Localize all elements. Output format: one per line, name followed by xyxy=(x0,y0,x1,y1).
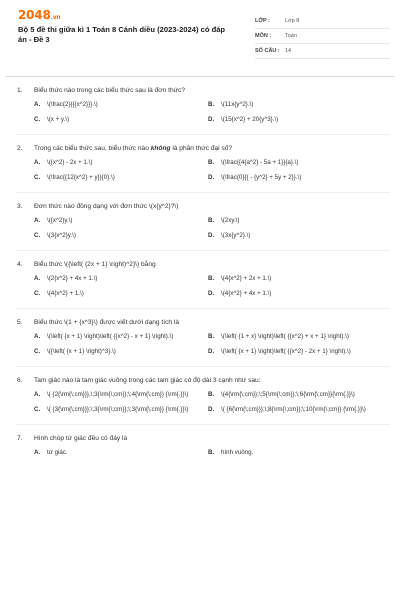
option-b[interactable] xyxy=(208,98,382,113)
option-c[interactable] xyxy=(34,113,208,128)
option-a[interactable] xyxy=(34,330,208,345)
option-letter: C. xyxy=(34,232,41,240)
option-text: \(3{x^2}y.\) xyxy=(47,232,76,240)
option-c[interactable] xyxy=(34,403,208,418)
question-divider xyxy=(17,250,390,251)
option-a[interactable] xyxy=(34,156,208,171)
question-1 xyxy=(17,86,390,135)
question-2 xyxy=(17,144,390,193)
option-d[interactable] xyxy=(208,345,382,360)
option-letter: A. xyxy=(34,449,41,457)
question-6 xyxy=(17,376,390,425)
question-divider xyxy=(17,134,390,135)
option-c[interactable] xyxy=(34,287,208,302)
option-text: \( {6{\rm{\;cm}}};\;8{\rm{\;cm}};\;10{\rm{\;cm}} {\rm{.}}\) xyxy=(221,406,366,414)
option-d[interactable] xyxy=(208,171,382,186)
option-text: \(4{x^2} + 2x + 1.\) xyxy=(221,275,272,283)
option-letter: C. xyxy=(34,116,41,124)
question-number: 6. xyxy=(17,377,23,384)
option-text: \({x^2} - 2x + 1.\) xyxy=(47,159,93,167)
option-d[interactable] xyxy=(208,403,382,418)
option-a[interactable] xyxy=(34,214,208,229)
page-title: Bộ 5 đề thi giữa kì 1 Toán 8 Cánh diều (2023-2024) có đáp án - Đề 3 xyxy=(18,25,226,44)
question-number: 5. xyxy=(17,319,23,326)
option-letter: B. xyxy=(208,333,215,341)
question-list xyxy=(0,86,400,461)
option-text: \(\frac{2}{{{x^2}}}.\) xyxy=(47,101,98,109)
option-text: \(2xy.\) xyxy=(221,217,240,225)
question-divider xyxy=(17,366,390,367)
option-text: hình vuông. xyxy=(221,449,254,457)
question-stem: Đơn thức nào đồng dạng với đơn thức \(x{y^2}?\) xyxy=(34,203,179,210)
stem-emphasis: không xyxy=(150,145,171,152)
meta-label: SỐ CÂU : xyxy=(255,48,280,54)
option-a[interactable] xyxy=(34,272,208,287)
meta-row-class xyxy=(255,14,390,29)
option-b[interactable] xyxy=(208,156,382,171)
option-text: \(\frac{{4{a^2} - 5a + 1}}{a}.\) xyxy=(221,159,299,167)
option-letter: D. xyxy=(208,406,215,414)
option-text: \(2{x^2} + 4x + 1.\) xyxy=(47,275,98,283)
option-letter: D. xyxy=(208,174,215,182)
option-text: \( {3{\rm{\;cm}}};\;3{\rm{\;cm}};\;3{\rm{\;cm}} {\rm{.}}\) xyxy=(47,406,189,414)
option-text: \(\frac{0}{{ - {y^2} + 5y + 2}}.\) xyxy=(221,174,302,182)
option-text: \({x^2}y.\) xyxy=(47,217,73,225)
option-text: \(\left( {1 + x} \right)\left( {{x^2} + x + 1} \right).\) xyxy=(221,333,349,341)
option-text: \( {2{\rm{\;cm}}},\;3{\rm{\;cm}};\;4{\rm{\;cm}} {\rm{.}}\) xyxy=(47,391,189,399)
option-letter: A. xyxy=(34,391,41,399)
option-c[interactable] xyxy=(34,171,208,186)
logo-suffix: .vn xyxy=(50,14,61,21)
option-letter: A. xyxy=(34,101,41,109)
option-b[interactable] xyxy=(208,272,382,287)
header-divider xyxy=(6,76,394,77)
question-number: 2. xyxy=(17,145,23,152)
option-letter: B. xyxy=(208,449,215,457)
question-7 xyxy=(17,434,390,461)
question-stem: Biểu thức nào trong các biểu thức sau là đơn thức? xyxy=(34,87,185,94)
meta-value: 14 xyxy=(285,48,292,54)
option-text: \(4{\rm{\;cm}};\;5{\rm{\;cm}};\;6{\rm{\;cm}}{\rm{.}}\) xyxy=(221,391,355,399)
option-a[interactable] xyxy=(34,98,208,113)
option-letter: C. xyxy=(34,348,41,356)
option-letter: B. xyxy=(208,159,215,167)
option-letter: C. xyxy=(34,406,41,414)
option-text: \(\left( {x + 1} \right)\left( {{x^2} - 2x + 1} \right).\) xyxy=(221,348,351,356)
option-b[interactable] xyxy=(208,388,382,403)
option-letter: B. xyxy=(208,217,215,225)
question-5 xyxy=(17,318,390,367)
option-letter: A. xyxy=(34,275,41,283)
option-c[interactable] xyxy=(34,345,208,360)
question-number: 3. xyxy=(17,203,23,210)
question-4 xyxy=(17,260,390,309)
option-letter: A. xyxy=(34,159,41,167)
meta-label: MÔN : xyxy=(255,33,272,39)
question-divider xyxy=(17,424,390,425)
option-text: \(\left( {x + 1} \right)\left( {{x^2} - x + 1} \right).\) xyxy=(47,333,174,341)
option-b[interactable] xyxy=(208,330,382,345)
option-letter: B. xyxy=(208,391,215,399)
option-text: \(11x{y^2}.\) xyxy=(221,101,254,109)
option-text: \(\frac{{12{x^2} + y}}{0}.\) xyxy=(47,174,115,182)
option-letter: D. xyxy=(208,290,215,298)
option-letter: D. xyxy=(208,232,215,240)
option-text: \(4{x^2} + 1.\) xyxy=(47,290,84,298)
question-stem: Biểu thức \({\left( {2x + 1} \right)^2}\) bằng xyxy=(34,261,156,268)
option-text: \(3x{y^2}.\) xyxy=(221,232,251,240)
question-number: 7. xyxy=(17,435,23,442)
option-d[interactable] xyxy=(208,229,382,244)
question-number: 4. xyxy=(17,261,23,268)
document-header xyxy=(0,0,400,62)
option-b[interactable] xyxy=(208,446,382,461)
question-stem: Hình chóp tứ giác đều có đáy là xyxy=(34,435,128,442)
meta-value: Lớp 8 xyxy=(285,18,300,24)
question-divider xyxy=(17,308,390,309)
option-a[interactable] xyxy=(34,446,208,461)
stem-after: là phân thức đại số? xyxy=(170,145,233,152)
option-letter: C. xyxy=(34,174,41,182)
option-d[interactable] xyxy=(208,287,382,302)
stem-before: Trong các biểu thức sau, biểu thức nào xyxy=(34,145,151,152)
option-letter: C. xyxy=(34,290,41,298)
option-c[interactable] xyxy=(34,229,208,244)
option-text: \({\left( {x + 1} \right)^3}.\) xyxy=(47,348,116,356)
option-letter: D. xyxy=(208,116,215,124)
option-text: \(x + y.\) xyxy=(47,116,70,124)
question-stem: Biểu thức \(1 + {x^3}\) được viết dưới dạng tích là xyxy=(34,319,180,326)
question-number: 1. xyxy=(17,87,23,94)
question-stem xyxy=(34,144,232,153)
option-text: \(15{x^2} + 20{y^3}.\) xyxy=(221,116,279,124)
option-letter: B. xyxy=(208,275,215,283)
option-letter: B. xyxy=(208,101,215,109)
option-letter: A. xyxy=(34,333,41,341)
question-stem: Tam giác nào là tam giác vuông trong các tam giác có độ dài 3 cạnh như sau: xyxy=(34,377,261,384)
meta-label: LỚP : xyxy=(255,18,270,24)
option-text: tứ giác. xyxy=(47,449,68,457)
meta-row-subject xyxy=(255,29,390,44)
option-b[interactable] xyxy=(208,214,382,229)
meta-row-count xyxy=(255,44,390,59)
option-a[interactable] xyxy=(34,388,208,403)
question-divider xyxy=(17,192,390,193)
logo-main: 2048 xyxy=(18,8,51,22)
option-letter: D. xyxy=(208,348,215,356)
meta-table xyxy=(255,14,390,59)
meta-value: Toán xyxy=(285,33,297,39)
option-text: \(4{x^2} + 4x + 1.\) xyxy=(221,290,272,298)
question-3 xyxy=(17,202,390,251)
option-letter: A. xyxy=(34,217,41,225)
option-d[interactable] xyxy=(208,113,382,128)
